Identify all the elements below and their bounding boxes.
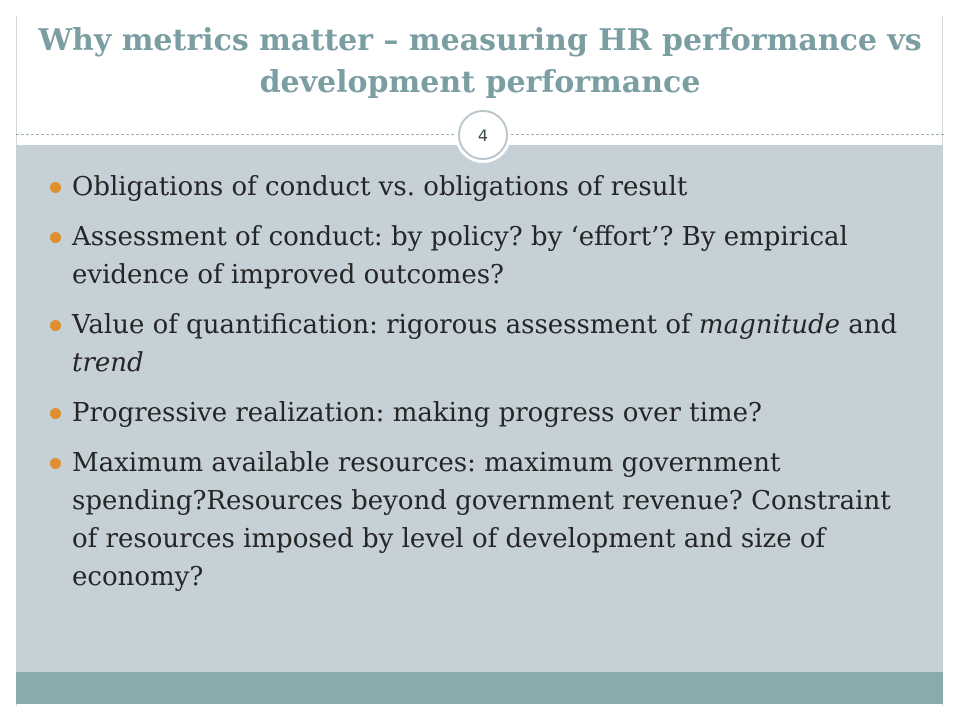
bullet-dot-icon xyxy=(50,182,61,193)
bullet-text: Assessment of conduct: by policy? by ‘effort’? By empirical evidence of improved outcomes? xyxy=(72,222,848,290)
bullet-item xyxy=(50,306,910,382)
bullet-dot-icon xyxy=(50,458,61,469)
page-number: 4 xyxy=(477,125,489,145)
bullet-text: Value of quantification: rigorous assessment of xyxy=(72,310,699,340)
bullet-text: and xyxy=(840,310,898,340)
bullet-dot-icon xyxy=(50,408,61,419)
bullet-dot-icon xyxy=(50,232,61,243)
slide-title: Why metrics matter – measuring HR performance vs development performance xyxy=(38,23,922,100)
bullet-text: Progressive realization: making progress over time? xyxy=(72,398,762,428)
bullet-text: Maximum available resources: maximum government spending?Resources beyond government revenue? Constraint of resources imposed by level of development and size of economy? xyxy=(72,448,891,592)
footer-band xyxy=(16,672,943,704)
bullet-item xyxy=(50,444,910,596)
bullet-emphasis: trend xyxy=(72,348,144,378)
bullet-item xyxy=(50,168,910,206)
bullet-item xyxy=(50,394,910,432)
bullet-item xyxy=(50,218,910,294)
bullet-text: Obligations of conduct vs. obligations of result xyxy=(72,172,688,202)
bullet-emphasis: magnitude xyxy=(698,310,841,340)
bullet-list xyxy=(50,168,910,608)
page-number-badge xyxy=(458,110,508,160)
bullet-dot-icon xyxy=(50,320,61,331)
